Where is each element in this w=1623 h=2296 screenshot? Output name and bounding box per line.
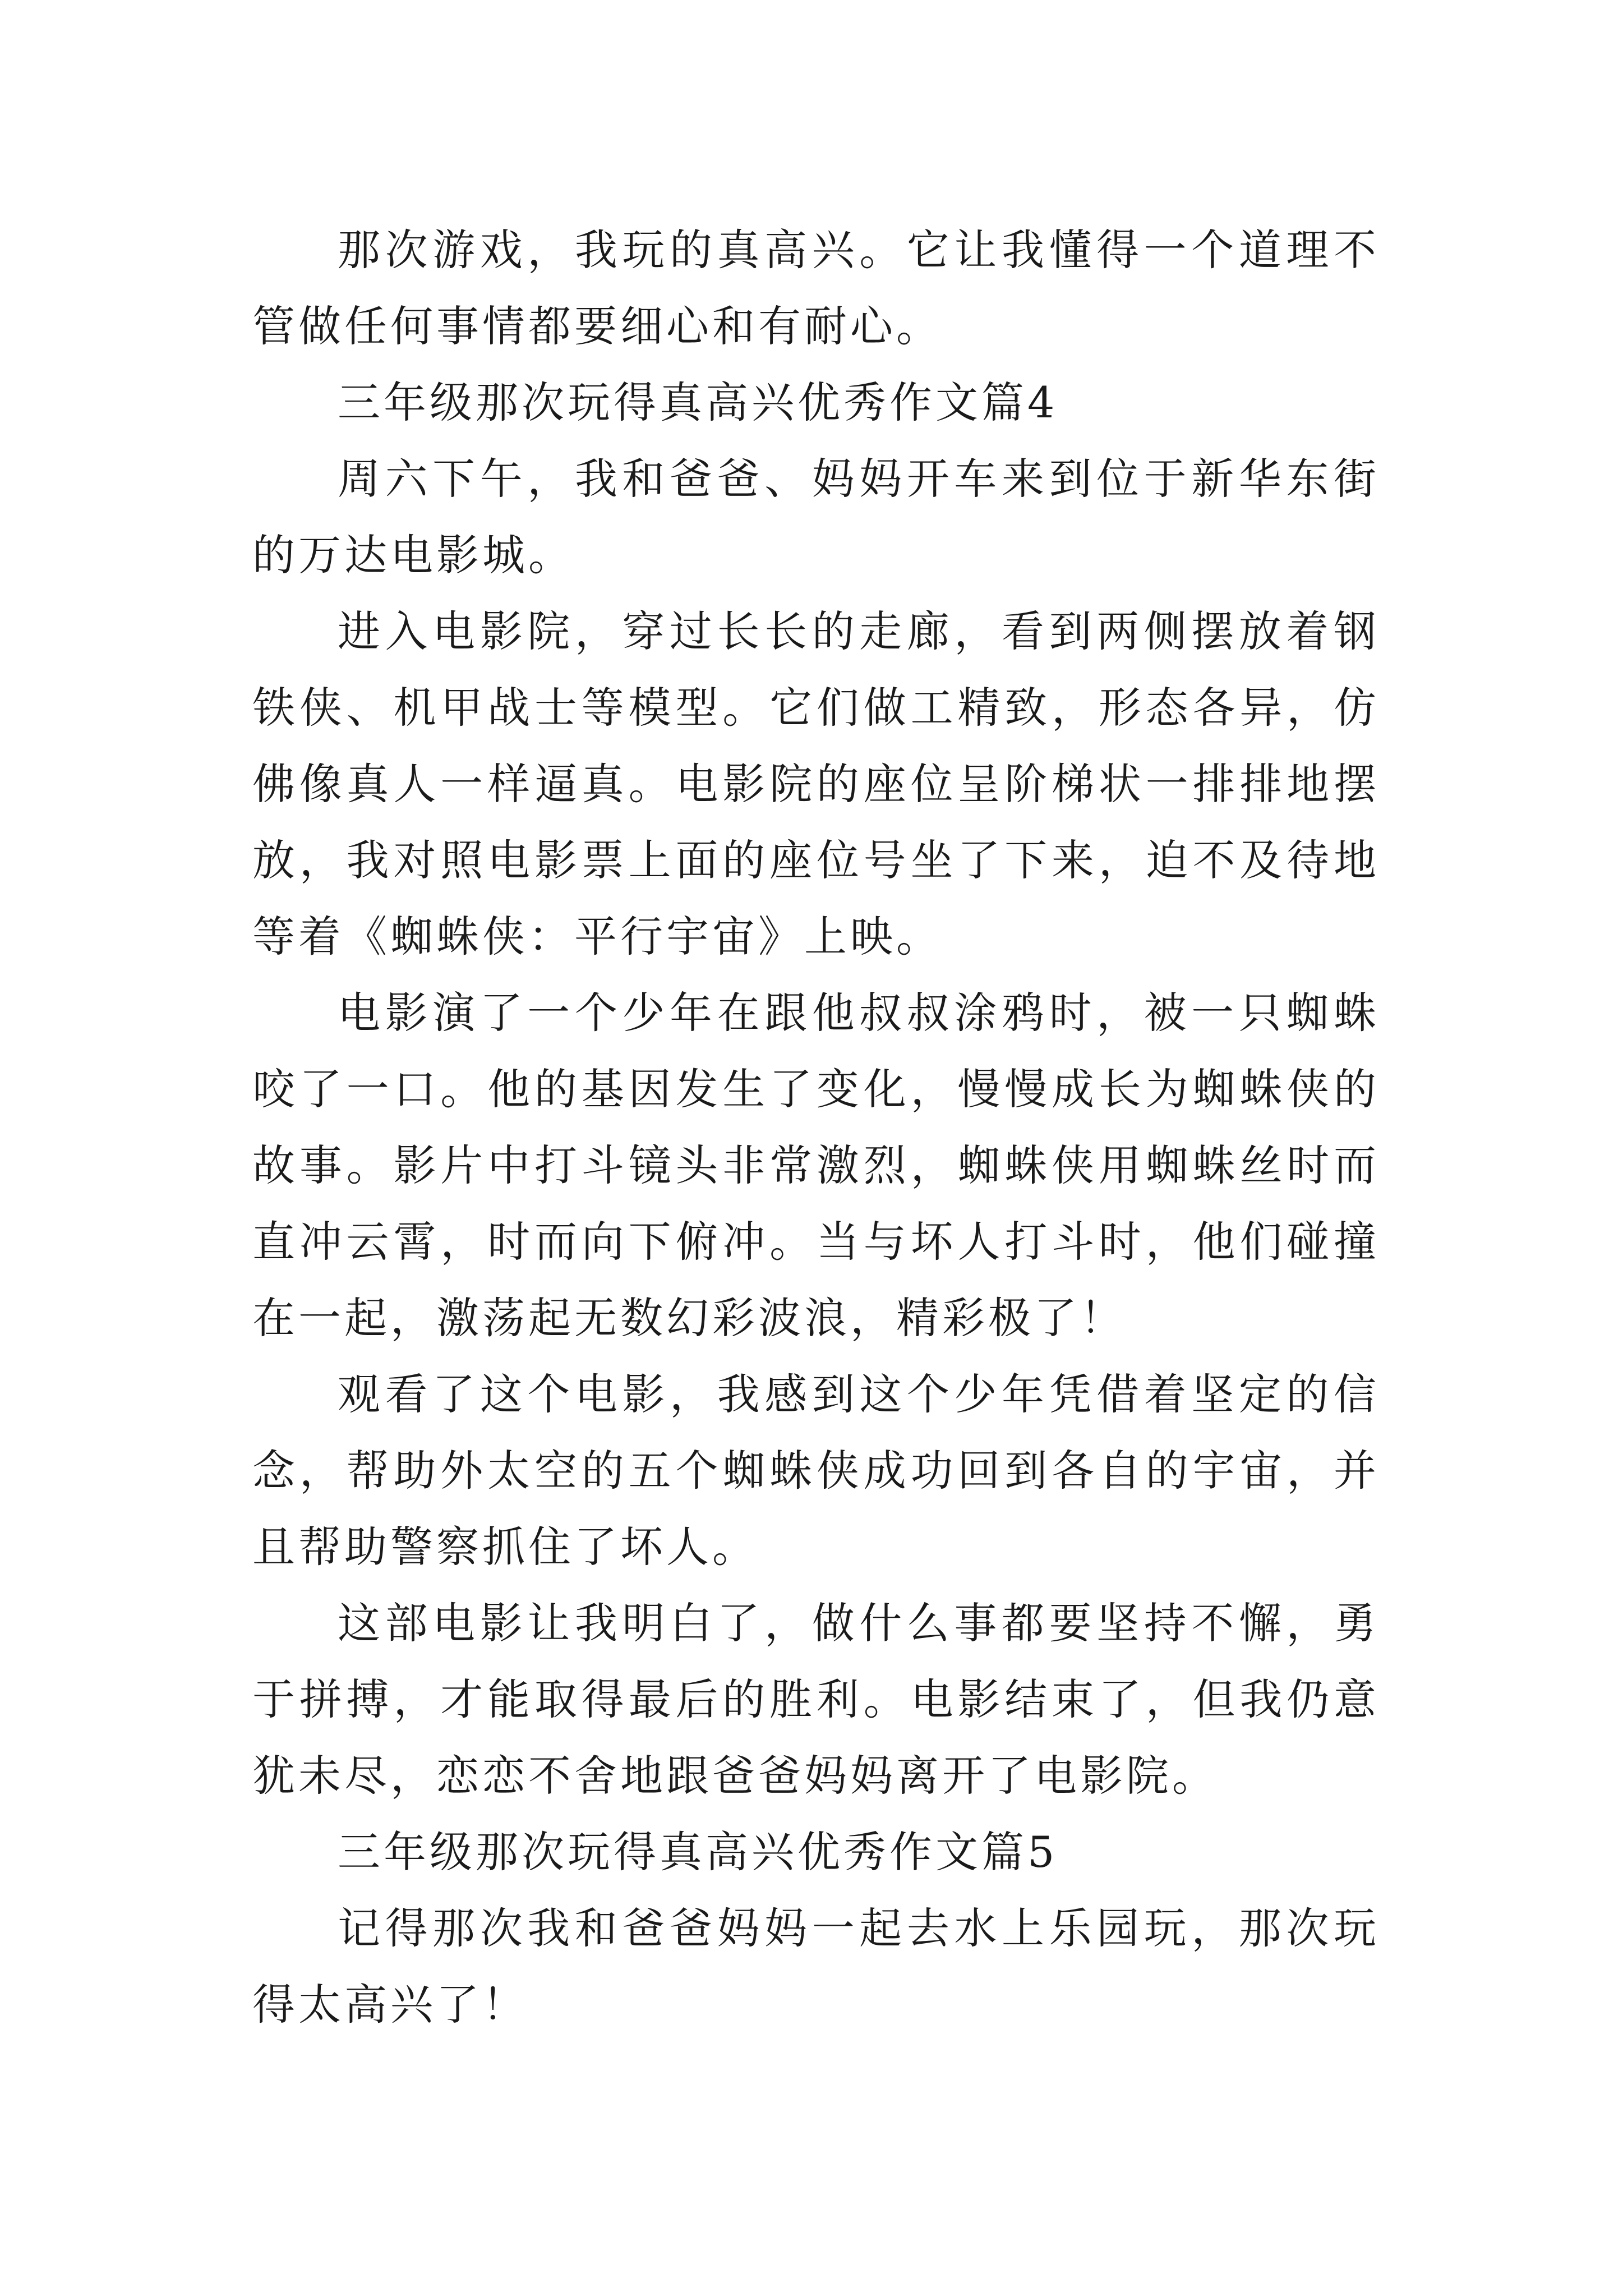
document-body bbox=[252, 212, 1380, 2043]
paragraph-cinema-arrival: 周六下午，我和爸爸、妈妈开车来到位于新华东街的万达电影城。 bbox=[252, 454, 1380, 580]
paragraph-water-park: 记得那次我和爸爸妈妈一起去水上乐园玩，那次玩得太高兴了！ bbox=[252, 1903, 1380, 2030]
paragraph-cinema-interior: 进入电影院，穿过长长的走廊，看到两侧摆放着钢铁侠、机甲战士等模型。它们做工精致，形态各异，仿佛像真人一样逼真。电影院的座位呈阶梯状一排排地摆放，我对照电影票上面的座位号坐了下来，迫不及待地等着《蜘蛛侠：平行宇宙》上映。 bbox=[252, 606, 1380, 961]
paragraph-movie-plot: 电影演了一个少年在跟他叔叔涂鸦时，被一只蜘蛛咬了一口。他的基因发生了变化，慢慢成长为蜘蛛侠的故事。影片中打斗镜头非常激烈，蜘蛛侠用蜘蛛丝时而直冲云霄，时而向下俯冲。当与坏人打斗时，他们碰撞在一起，激荡起无数幻彩波浪，精彩极了！ bbox=[252, 988, 1380, 1343]
paragraph-movie-reflection: 观看了这个电影，我感到这个少年凭借着坚定的信念，帮助外太空的五个蜘蛛侠成功回到各自的宇宙，并且帮助警察抓住了坏人。 bbox=[252, 1369, 1380, 1572]
paragraph-game-conclusion: 那次游戏，我玩的真高兴。它让我懂得一个道理不管做任何事情都要细心和有耐心。 bbox=[252, 225, 1380, 351]
essay-heading-5: 三年级那次玩得真高兴优秀作文篇5 bbox=[338, 1827, 1058, 1877]
essay-heading-4: 三年级那次玩得真高兴优秀作文篇4 bbox=[338, 378, 1058, 427]
paragraph-movie-lesson: 这部电影让我明白了，做什么事都要坚持不懈，勇于拼搏，才能取得最后的胜利。电影结束了，但我仍意犹未尽，恋恋不舍地跟爸爸妈妈离开了电影院。 bbox=[252, 1598, 1380, 1801]
